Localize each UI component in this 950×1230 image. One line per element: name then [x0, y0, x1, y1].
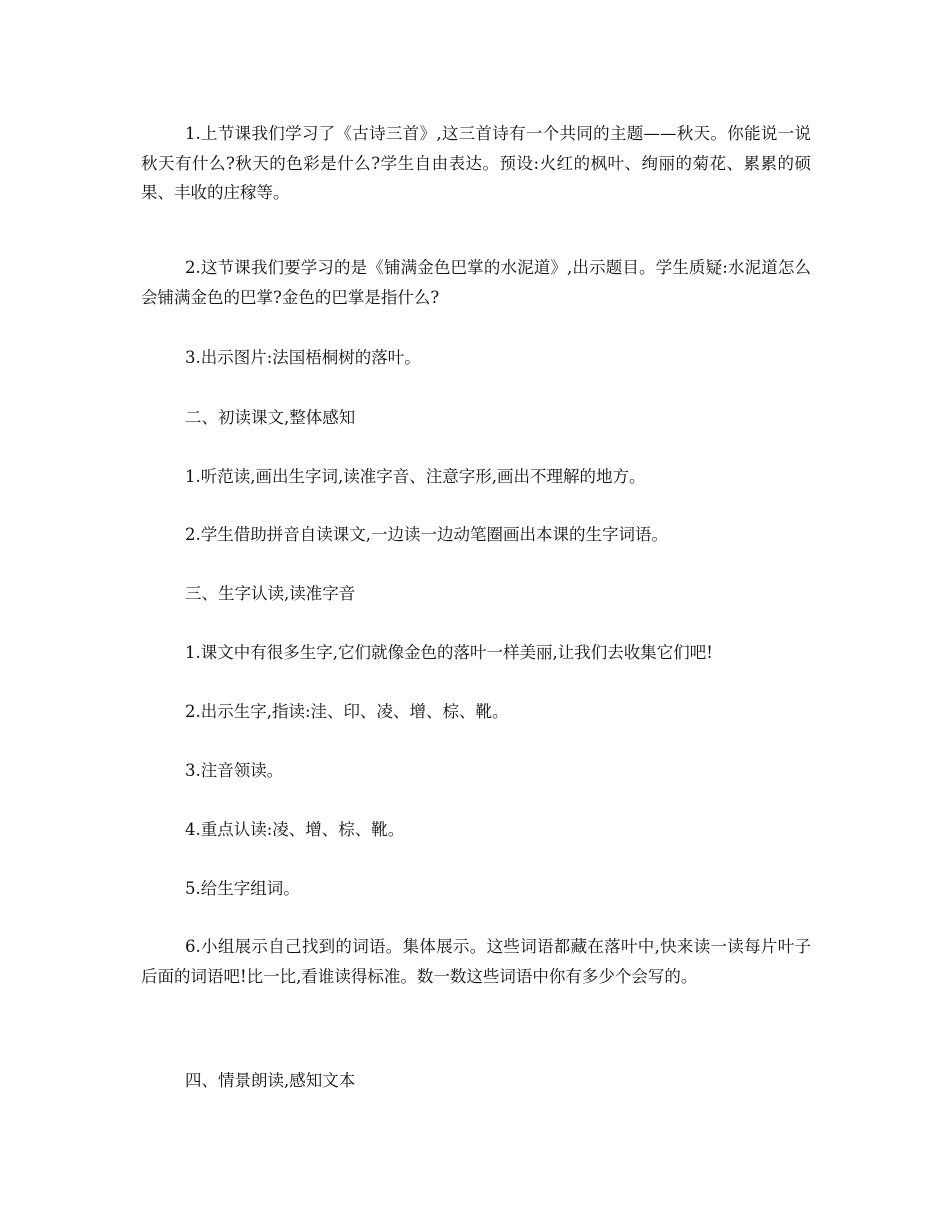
paragraph-lesson-title: 2.这节课我们要学习的是《铺满金色巴掌的水泥道》,出示题目。学生质疑:水泥道怎么会铺满金色的巴掌?金色的巴掌是指什么?: [141, 258, 811, 307]
paragraph-word-building: 5.给生字组词。: [185, 879, 300, 898]
paragraph-show-picture: 3.出示图片:法国梧桐树的落叶。: [185, 348, 421, 367]
section-heading-scenario-reading: 四、情景朗读,感知文本: [185, 1071, 356, 1090]
paragraph-listen-reading: 1.听范读,画出生字词,读准字音、注意字形,画出不理解的地方。: [185, 467, 646, 486]
paragraph-key-characters: 4.重点认读:凌、增、棕、靴。: [185, 820, 405, 839]
section-heading-first-reading: 二、初读课文,整体感知: [185, 408, 356, 427]
paragraph-show-characters: 2.出示生字,指读:洼、印、凌、增、棕、靴。: [185, 702, 509, 721]
paragraph-pinyin-lead: 3.注音领读。: [185, 761, 284, 780]
paragraph-review-autumn: 1.上节课我们学习了《古诗三首》,这三首诗有一个共同的主题——秋天。你能说一说秋天有什么?秋天的色彩是什么?学生自由表达。预设:火红的枫叶、绚丽的菊花、累累的硕果、丰收的庄稼等。: [141, 124, 811, 202]
paragraph-collect-characters: 1.课文中有很多生字,它们就像金色的落叶一样美丽,让我们去收集它们吧!: [185, 643, 713, 662]
paragraph-self-reading: 2.学生借助拼音自读课文,一边读一边动笔圈画出本课的生字词语。: [185, 525, 668, 544]
section-heading-character-reading: 三、生字认读,读准字音: [185, 584, 356, 603]
paragraph-group-display: 6.小组展示自己找到的词语。集体展示。这些词语都藏在落叶中,快来读一读每片叶子后面的词语吧!比一比,看谁读得标准。数一数这些词语中你有多少个会写的。: [141, 937, 811, 986]
